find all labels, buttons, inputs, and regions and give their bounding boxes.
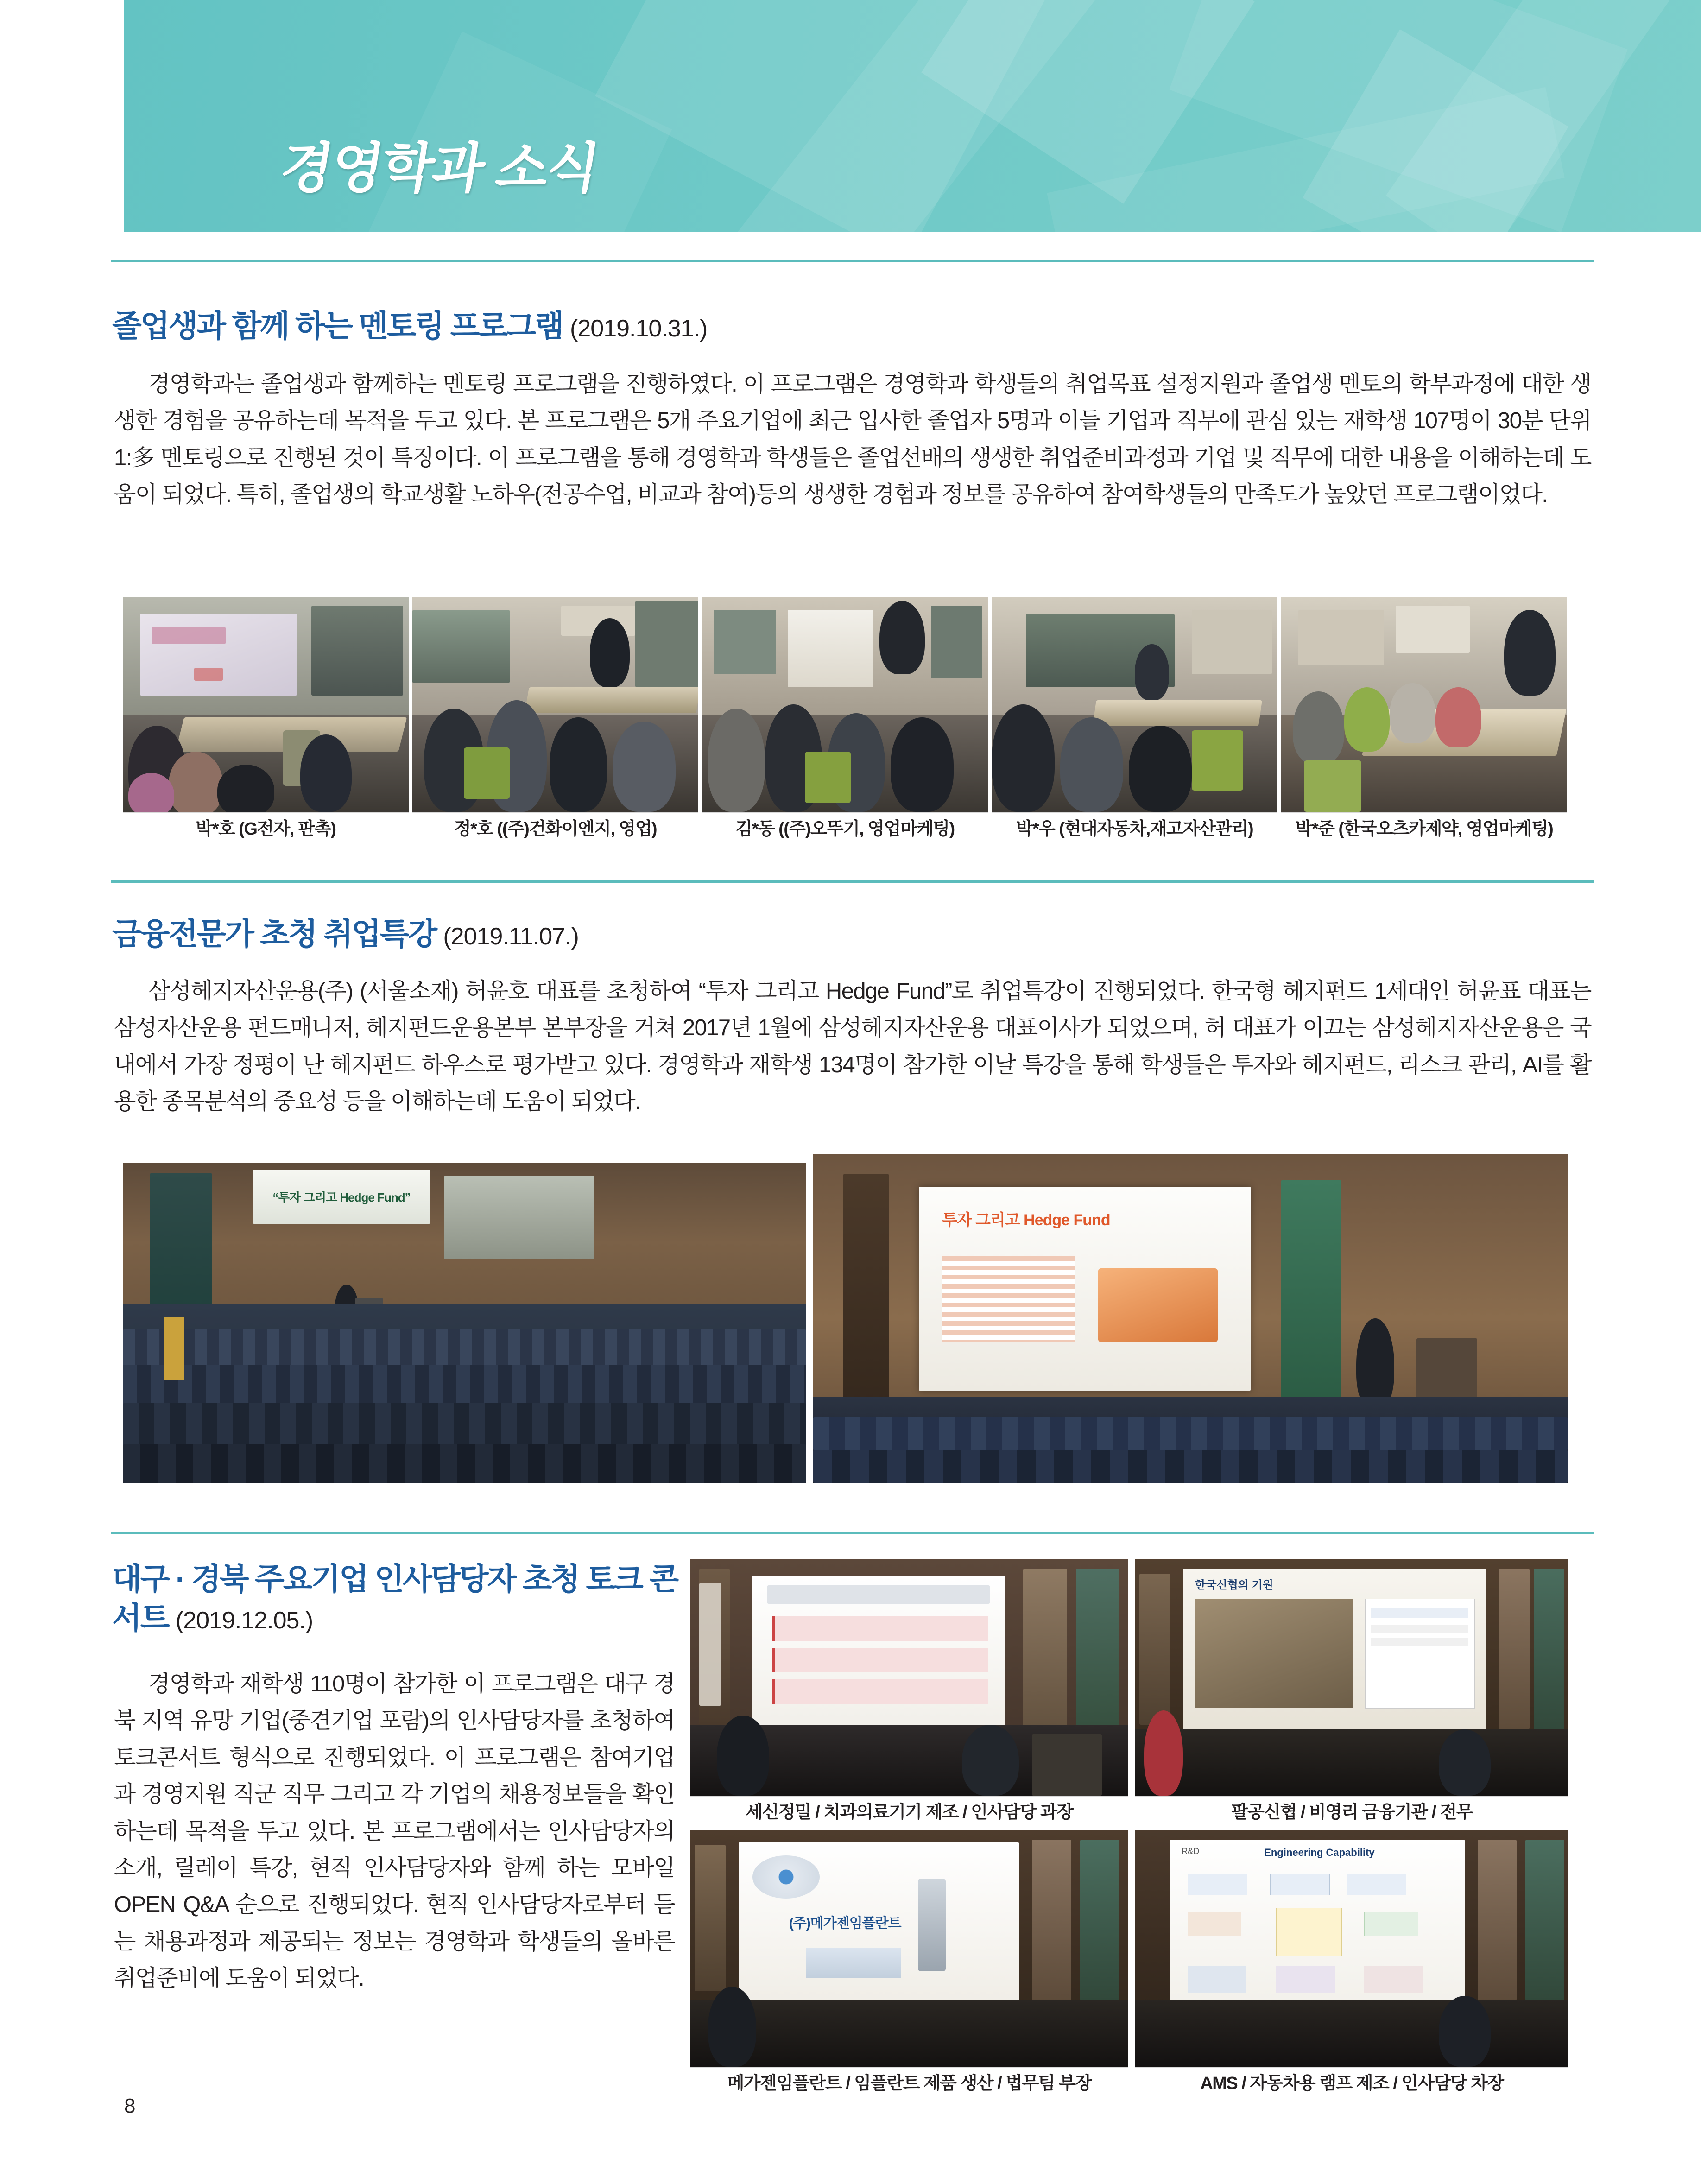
- photo-mentoring-5: [1281, 597, 1567, 812]
- photo-mentoring-4: [992, 597, 1277, 812]
- photo-caption-talkconcert-3: [690, 2067, 1128, 2095]
- photo-talkconcert-1: [690, 1559, 1128, 1796]
- photo-caption-mentoring-3: [702, 812, 988, 841]
- section-title-text: 금융전문가 초청 취업특강: [112, 917, 436, 951]
- photo-caption-mentoring-1: [123, 812, 409, 841]
- caption-text: 박*호 (G전자, 판촉): [196, 819, 336, 839]
- caption-text: AMS / 자동차용 램프 제조 / 인사담당 차장: [1200, 2073, 1504, 2093]
- section-body-talkconcert: [114, 1666, 675, 1997]
- photo-caption-talkconcert-4: [1135, 2067, 1568, 2095]
- photo-mentoring-2: [412, 597, 698, 812]
- section-title-talkconcert: [112, 1559, 687, 1638]
- section-title-text: 졸업생과 함께 하는 멘토링 프로그램: [112, 309, 563, 343]
- caption-text: 정*호 ((주)건화이엔지, 영업): [454, 819, 657, 839]
- photo-caption-talkconcert-1: [690, 1796, 1128, 1823]
- section-divider: [111, 880, 1594, 883]
- photo-mentoring-3: [702, 597, 988, 812]
- caption-text: 김*동 ((주)오뚜기, 영업마케팅): [735, 819, 955, 839]
- section-divider: [111, 1532, 1594, 1534]
- section-divider: [111, 260, 1594, 262]
- section-title-mentoring: [112, 301, 707, 345]
- photo-finance-slide: [813, 1154, 1568, 1483]
- photo-caption-mentoring-4: [992, 812, 1277, 841]
- caption-text: 박*우 (현대자동차,재고자산관리): [1016, 819, 1253, 839]
- photo-finance-auditorium: [123, 1163, 806, 1483]
- section-body-text: 경영학과 재학생 110명이 참가한 이 프로그램은 대구 경북 지역 유망 기업(중견기업 포람)의 인사담당자를 초청하여 토크콘서트 형식으로 진행되었다. 이 프로그램은 참여기업과 경영지원 직군 직무 그리고 각 기업의 채용정보들을 확인하는데 목적을 두고 있다. 본 프로그램에서는 인사담당자의 소개, 릴레이 특강, 현직 인사담당자와 함께 하는 모바일 OPEN Q&A 순으로 진행되었다. 현직 인사담당자로부터 듣는 채용과정과 제공되는 정보는 경영학과 학생들의 올바른 취업준비에 도움이 되었다.: [114, 1671, 675, 1991]
- slide-title-text: 한국신협의 기원: [1195, 1578, 1273, 1591]
- caption-text: 박*준 (한국오츠카제약, 영업마케팅): [1295, 819, 1553, 839]
- section-title-finance: [112, 909, 579, 953]
- section-body-text: 삼성헤지자산운용(주) (서울소재) 허윤호 대표를 초청하여 “투자 그리고 Hedge Fund”로 취업특강이 진행되었다. 한국형 헤지펀드 1세대인 허윤표 대표는 삼성자산운용 펀드매니저, 헤지펀드운용본부 본부장을 거쳐 2017년 1월에 삼성헤지자산운용 대표이사가 되었으며, 허 대표가 이끄는 삼성헤지자산운용은 국내에서 가장 정평이 난 헤지펀드 하우스로 평가받고 있다. 경영학과 재학생 134명이 참가한 이날 특강을 통해 학생들은 투자와 헤지펀드, 리스크 관리, AI를 활용한 종목분석의 중요성 등을 이해하는데 도움이 되었다.: [114, 979, 1591, 1114]
- page-number: 8: [124, 2095, 136, 2117]
- page-header-banner: [124, 0, 1701, 232]
- photo-caption-mentoring-5: [1281, 812, 1567, 841]
- caption-text: 메가젠임플란트 / 임플란트 제품 생산 / 법무팀 부장: [727, 2073, 1092, 2093]
- section-body-text: 경영학과는 졸업생과 함께하는 멘토링 프로그램을 진행하였다. 이 프로그램은 경영학과 학생들의 취업목표 설정지원과 졸업생 멘토의 학부과정에 대한 생생한 경험을 공유하는데 목적을 두고 있다. 본 프로그램은 5개 주요기업에 최근 입사한 졸업자 5명과 이들 기업과 직무에 관심 있는 재학생 107명이 30분 단위 1:多 멘토링으로 진행된 것이 특징이다. 이 프로그램을 통해 경영학과 학생들은 졸업선배의 생생한 취업준비과정과 기업 및 직무에 대한 내용을 이해하는데 도움이 되었다. 특히, 졸업생의 학교생활 노하우(전공수업, 비교과 참여)등의 생생한 경험과 정보를 공유하여 참여학생들의 만족도가 높았던 프로그램이었다.: [114, 372, 1591, 507]
- photo-talkconcert-4: R&D Engineering Capability: [1135, 1830, 1568, 2067]
- photo-talkconcert-2: [1135, 1559, 1568, 1796]
- slide-title-text: 투자 그리고 Hedge Fund: [942, 1211, 1110, 1229]
- slide-title-text: Engineering Capability: [1264, 1847, 1375, 1859]
- section-body-finance: [114, 973, 1591, 1120]
- section-date: (2019.12.05.): [175, 1607, 313, 1634]
- caption-text: 세신정밀 / 치과의료기기 제조 / 인사담당 과장: [746, 1802, 1073, 1822]
- page-title: 경영학과 소식: [276, 138, 603, 198]
- section-date: (2019.11.07.): [443, 923, 579, 950]
- caption-text: 팔공신협 / 비영리 금융기관 / 전무: [1231, 1802, 1473, 1822]
- slide-brand-text: (주)메가젠임플란트: [789, 1916, 901, 1931]
- photo-caption-mentoring-2: [412, 812, 698, 841]
- photo-mentoring-1: [123, 597, 409, 812]
- photo-caption-talkconcert-2: [1135, 1796, 1568, 1823]
- section-body-mentoring: [114, 366, 1591, 513]
- photo-talkconcert-3: [690, 1830, 1128, 2067]
- section-date: (2019.10.31.): [570, 315, 708, 342]
- section-title-text: 대구 · 경북 주요기업 인사담당자 초청 토크 콘서트: [112, 1562, 677, 1635]
- poster-banner-text: “투자 그리고 Hedge Fund”: [272, 1190, 411, 1204]
